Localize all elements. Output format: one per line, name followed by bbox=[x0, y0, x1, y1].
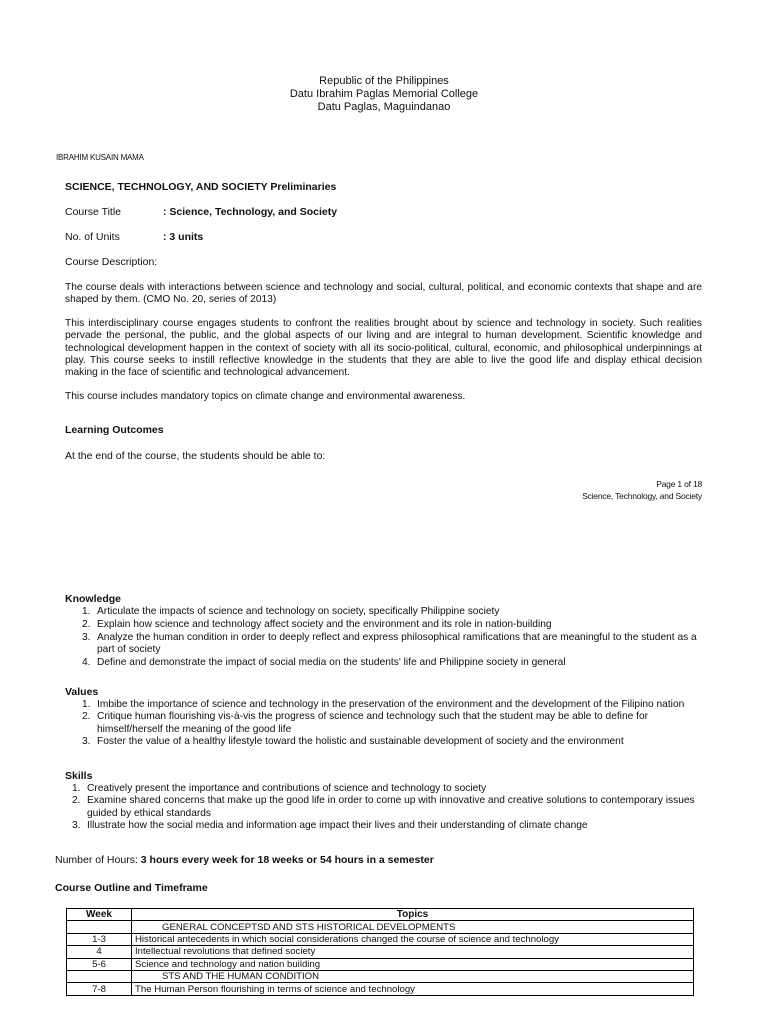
values-heading: Values bbox=[65, 686, 99, 698]
topic-cell: STS AND THE HUMAN CONDITION bbox=[132, 970, 694, 982]
hours-line bbox=[55, 854, 434, 866]
units-value: : 3 units bbox=[163, 231, 204, 243]
topic-cell: GENERAL CONCEPTSD AND STS HISTORICAL DEVELOPMENTS bbox=[132, 921, 694, 933]
letterhead-country: Republic of the Philippines bbox=[319, 75, 449, 87]
description-paragraph-3: This course includes mandatory topics on climate change and environmental awareness. bbox=[65, 391, 466, 402]
list-item: 3. Foster the value of a healthy lifestyle toward the holistic and sustainable development of society and the environment bbox=[82, 736, 624, 748]
week-cell: 5-6 bbox=[67, 958, 132, 970]
values-list bbox=[65, 699, 700, 749]
list-item: 2. Explain how science and technology affect society and the environment and its role in nation-building bbox=[82, 619, 552, 631]
column-header-topics: Topics bbox=[132, 909, 694, 921]
table-row bbox=[67, 933, 694, 945]
week-cell bbox=[67, 921, 132, 933]
hours-value: 3 hours every week for 18 weeks or 54 hours in a semester bbox=[140, 854, 434, 866]
table-row bbox=[67, 970, 694, 982]
week-cell: 7-8 bbox=[67, 983, 132, 995]
table-row bbox=[67, 958, 694, 970]
course-title-value: : Science, Technology, and Society bbox=[163, 206, 338, 218]
outline-table bbox=[66, 908, 694, 996]
list-item: 3. Analyze the human condition in order to deeply reflect and express philosophical ramifications that are meaningful to the student as a part of society bbox=[82, 631, 697, 656]
author-name: IBRAHIM KUSAIN MAMA bbox=[56, 153, 144, 162]
description-paragraph-1: The course deals with interactions between science and technology and social, cultural, political, and economic contexts that shape and are shaped by them. (CMO No. 20, series of 2013) bbox=[65, 282, 702, 306]
list-item: 1. Imbibe the importance of science and technology in the preservation of the environment and the development of the Filipino nation bbox=[82, 699, 685, 710]
page-number: Page 1 of 18 bbox=[656, 479, 702, 489]
list-item: 1. Creatively present the importance and contributions of science and technology to society bbox=[72, 783, 487, 794]
units-label: No. of Units bbox=[65, 231, 120, 243]
list-item: 2. Critique human flourishing vis-à-vis the progress of science and technology such that the student may be able to define for himself/herself the meaning of the good life bbox=[82, 711, 649, 735]
list-item: 2. Examine shared concerns that make up the good life in order to come up with innovative and creative solutions to contemporary issues guided by ethical standards bbox=[72, 795, 695, 819]
list-item: 4. Define and demonstrate the impact of social media on the students' life and Philippine society in general bbox=[82, 656, 566, 668]
learning-outcomes-intro: At the end of the course, the students should be able to: bbox=[65, 450, 326, 462]
table-row bbox=[67, 921, 694, 933]
knowledge-list bbox=[65, 606, 700, 669]
outline-heading: Course Outline and Timeframe bbox=[55, 882, 208, 894]
topic-cell: Historical antecedents in which social considerations changed the course of science and technology bbox=[132, 933, 694, 945]
letterhead-address: Datu Paglas, Maguindanao bbox=[317, 101, 451, 113]
week-cell bbox=[67, 970, 132, 982]
table-header-row bbox=[67, 909, 694, 921]
topic-cell: Intellectual revolutions that defined society bbox=[132, 946, 694, 958]
topic-cell: Science and technology and nation building bbox=[132, 958, 694, 970]
topic-cell: The Human Person flourishing in terms of science and technology bbox=[132, 983, 694, 995]
description-paragraph-2: This interdisciplinary course engages students to confront the realities brought about by science and technology in society. Such realities pervade the personal, the public, and the global aspects of our living and are integral to human development. Scientific knowledge and technological development happen in the context of society with all its socio-political, cultural, economic, and philosophical underpinnings at play. This course seeks to instill reflective knowledge in the students that they are able to live the good life and display ethical decision making in the face of scientific and technological advancement. bbox=[65, 318, 702, 379]
week-cell: 4 bbox=[67, 946, 132, 958]
learning-outcomes-heading: Learning Outcomes bbox=[65, 424, 164, 436]
skills-list bbox=[55, 783, 700, 833]
week-cell: 1-3 bbox=[67, 933, 132, 945]
hours-label: Number of Hours: bbox=[55, 854, 138, 866]
list-item: 3. Illustrate how the social media and information age impact their lives and their understanding of climate change bbox=[72, 820, 588, 832]
table-row bbox=[67, 946, 694, 958]
letterhead-college: Datu Ibrahim Paglas Memorial College bbox=[289, 88, 479, 100]
document-title: SCIENCE, TECHNOLOGY, AND SOCIETY Preliminaries bbox=[65, 181, 337, 193]
list-item: 1. Articulate the impacts of science and technology on society, specifically Philippine society bbox=[82, 606, 500, 617]
letterhead bbox=[0, 75, 768, 114]
column-header-week: Week bbox=[67, 909, 132, 921]
course-title-label: Course Title bbox=[65, 206, 122, 218]
footer-course-name: Science, Technology, and Society bbox=[582, 490, 702, 501]
page-footer bbox=[582, 479, 702, 502]
knowledge-heading: Knowledge bbox=[65, 593, 122, 605]
skills-heading: Skills bbox=[65, 770, 93, 782]
table-row bbox=[67, 983, 694, 995]
course-description-label: Course Description: bbox=[65, 256, 158, 268]
